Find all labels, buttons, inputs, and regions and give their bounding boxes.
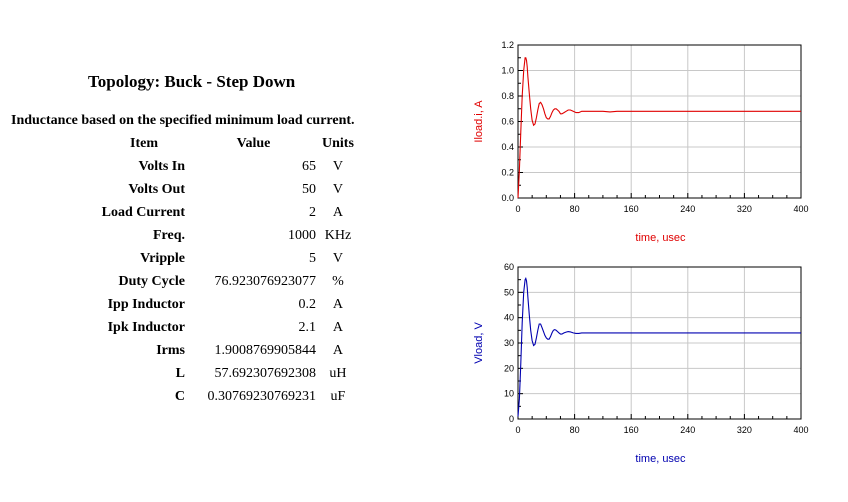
voltage-y-tick-label: 0 (508, 414, 514, 424)
table-row (5, 247, 357, 270)
row-unit: V (332, 158, 344, 174)
current-y-tick-label: 1.0 (501, 65, 514, 76)
row-unit: A (332, 204, 344, 220)
row-unit: uF (330, 388, 346, 404)
table-row (5, 339, 357, 362)
table-row (5, 178, 357, 201)
current-x-tick-label: 0 (515, 204, 521, 214)
row-value: 65 (302, 158, 316, 174)
voltage-plot-frame (518, 267, 801, 419)
row-item-label: Ipp Inductor (107, 296, 185, 312)
current-x-tick-label: 240 (680, 204, 696, 214)
row-unit: A (332, 342, 344, 358)
voltage-x-tick-label: 0 (515, 425, 521, 435)
current-x-tick-label: 320 (736, 204, 752, 214)
row-item-label: Duty Cycle (118, 273, 185, 289)
voltage-y-tick-label: 10 (503, 388, 514, 399)
current-plot-frame (518, 45, 801, 198)
voltage-x-tick-label: 80 (569, 425, 580, 435)
row-value: 2 (309, 204, 316, 220)
row-value: 50 (302, 181, 316, 197)
voltage-y-axis-label: Vload, V (473, 322, 485, 364)
page-title: Topology: Buck - Step Down (88, 72, 296, 91)
current-x-tick-label: 400 (793, 204, 809, 214)
voltage-x-tick-label: 320 (736, 425, 752, 435)
table-row (5, 316, 357, 339)
current-y-tick-label: 0.2 (501, 167, 514, 178)
row-item-label: Load Current (101, 204, 185, 220)
current-series-line (518, 58, 801, 198)
voltage-series-line (518, 278, 801, 416)
table-row (5, 155, 357, 178)
voltage-chart-group (473, 262, 809, 465)
row-item-label: L (175, 365, 185, 381)
row-value: 0.2 (298, 296, 316, 312)
row-value: 1.9008769905844 (214, 342, 316, 358)
voltage-x-axis-label: time, usec (635, 453, 686, 465)
row-unit: V (332, 250, 344, 266)
row-unit: A (332, 319, 344, 335)
row-item-label: Ipk Inductor (107, 319, 185, 335)
current-chart-group (473, 40, 809, 244)
table-header-row (5, 132, 357, 155)
voltage-y-tick-label: 60 (503, 262, 514, 272)
current-y-tick-label: 0.4 (501, 142, 514, 152)
current-x-tick-label: 80 (569, 204, 580, 214)
row-item-label: Vripple (140, 250, 185, 266)
row-value: 0.30769230769231 (207, 388, 316, 404)
row-value: 1000 (288, 227, 316, 243)
column-header-units: Units (322, 135, 354, 151)
voltage-y-tick-label: 50 (503, 287, 514, 298)
current-x-axis-label: time, usec (635, 232, 686, 244)
row-value: 5 (309, 250, 316, 266)
voltage-y-tick-label: 40 (503, 312, 514, 323)
current-y-tick-label: 1.2 (501, 40, 514, 50)
current-y-tick-label: 0.0 (501, 193, 514, 203)
page-subtitle: Inductance based on the specified minimum load current. (11, 113, 355, 128)
table-row (5, 385, 357, 408)
row-item-label: Volts Out (128, 181, 185, 197)
voltage-y-tick-label: 30 (503, 338, 514, 348)
current-x-tick-label: 160 (623, 204, 639, 214)
current-y-axis-label: Iload.i, A (473, 100, 485, 143)
row-value: 76.923076923077 (214, 273, 316, 289)
column-header-value: Value (236, 135, 271, 151)
row-unit: A (332, 296, 344, 312)
table-row (5, 293, 357, 316)
row-item-label: Freq. (152, 227, 185, 243)
row-item-label: Irms (156, 342, 185, 358)
voltage-x-tick-label: 240 (680, 425, 696, 435)
table-row (5, 270, 357, 293)
voltage-x-tick-label: 400 (793, 425, 809, 435)
table-row (5, 224, 357, 247)
table-row (5, 201, 357, 224)
column-header-item: Item (130, 135, 158, 151)
results-table (5, 132, 357, 408)
row-unit: % (332, 273, 344, 289)
row-value: 2.1 (298, 319, 316, 335)
current-y-tick-label: 0.8 (501, 91, 514, 101)
table-row (5, 362, 357, 385)
current-y-tick-label: 0.6 (501, 116, 514, 127)
voltage-x-tick-label: 160 (623, 425, 639, 435)
row-value: 57.692307692308 (214, 365, 316, 381)
row-item-label: Volts In (138, 158, 185, 174)
row-unit: V (332, 181, 344, 197)
row-item-label: C (174, 388, 185, 404)
voltage-y-tick-label: 20 (503, 363, 514, 374)
row-unit: uH (329, 365, 347, 381)
row-unit: KHz (324, 227, 352, 243)
